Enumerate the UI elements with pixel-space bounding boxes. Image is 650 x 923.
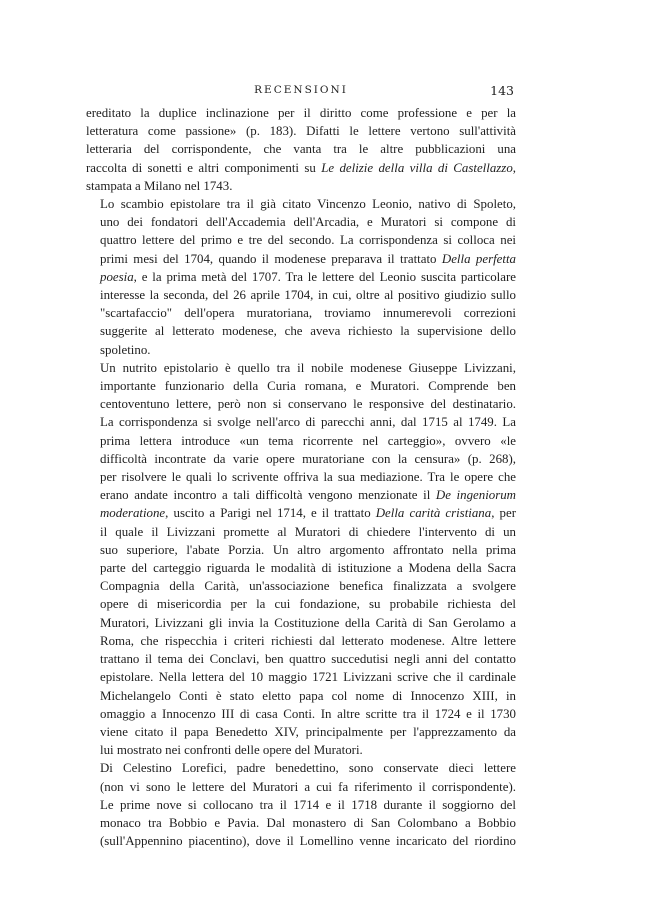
text-run: trattano il tema dei Conclavi, ben quattro succedutisi negli anni del contatto	[100, 652, 516, 667]
text-line	[86, 468, 516, 486]
text-run: prima lettera introduce «un tema ricorrente nel carteggio», ovvero «le	[100, 433, 516, 448]
text-run: (sull'Appennino piacentino), dove il Lomellino venne incaricato del riordino	[100, 834, 516, 849]
text-line	[86, 341, 516, 359]
text-run: letteratura come passione» (p. 183). Difatti le lettere vertono sull'attività	[86, 124, 516, 139]
text-line	[86, 759, 516, 777]
text-run: omaggio a Innocenzo III di casa Conti. In altre scritte tra il 1724 e il 1730	[100, 706, 516, 721]
text-run: interesse la seconda, del 26 aprile 1704, in cui, oltre al positivo giudizio sullo	[100, 288, 516, 303]
text-line	[86, 741, 516, 759]
text-run: Le prime nove si collocano tra il 1714 e il 1718 durante il soggiorno del	[100, 797, 516, 812]
text-run: suggerite al letterato modenese, che aveva richiesto la supervisione dello	[100, 324, 516, 339]
text-run: monaco tra Bobbio e Pavia. Dal monastero di San Colombano a Bobbio	[100, 815, 516, 830]
text-run: Michelangelo Conti è stato eletto papa col nome di Innocenzo XIII, in	[100, 688, 516, 703]
text-run: per risolvere le quali lo scrivente offriva la sua mediazione. Tra le opere che	[100, 470, 516, 485]
text-line	[86, 668, 516, 686]
text-line	[86, 559, 516, 577]
body-text	[86, 104, 516, 850]
text-line	[86, 632, 516, 650]
text-line	[86, 595, 516, 613]
text-run: Muratori, Livizzani gli invia la Costituzione della Carità di San Gerolamo a	[100, 615, 516, 630]
text-line	[86, 832, 516, 850]
text-line	[86, 450, 516, 468]
text-line	[86, 814, 516, 832]
text-line	[86, 523, 516, 541]
text-line	[86, 723, 516, 741]
text-run: (non vi sono le lettere del Muratori a cui fa riferimento il corrispondente).	[100, 779, 516, 794]
text-run: Compagnia della Carità, un'associazione benefica finalizzata a svolgere	[100, 579, 516, 594]
text-run: opere di misericordia per la cui fondazione, su probabile richiesta del	[100, 597, 516, 612]
text-line	[86, 614, 516, 632]
text-run: , e la prima metà del 1707. Tra le lettere del Leonio suscita particolare	[133, 269, 516, 284]
text-run: viene citato il papa Benedetto XIV, principalmente per l'apprezzamento da	[100, 724, 516, 739]
text-run: , per	[491, 506, 516, 521]
text-run: Roma, che rispecchia i criteri richiesti dal letterato modenese. Altre lettere	[100, 633, 516, 648]
text-run: De ingeniorum	[435, 488, 516, 503]
text-line	[86, 304, 516, 322]
text-line	[86, 322, 516, 340]
text-line	[86, 177, 516, 195]
text-line	[86, 140, 516, 158]
text-run: epistolare. Nella lettera del 10 maggio 1721 Livizzani scrive che il cardinale	[100, 670, 516, 685]
text-line	[86, 504, 516, 522]
text-line	[86, 705, 516, 723]
text-run: Di Celestino Lorefici, padre benedettino, sono conservate dieci lettere	[100, 761, 516, 776]
text-run: quattro lettere del primo e tre del secondo. La corrispondenza si colloca nei	[100, 233, 516, 248]
text-line	[86, 268, 516, 286]
text-run: La corrispondenza si svolge nell'arco di parecchi anni, dal 1715 al 1749. La	[100, 415, 516, 430]
page-number: 143	[490, 83, 514, 98]
text-run: suo superiore, l'abate Porzia. Un altro argomento affrontato nella prima	[100, 542, 516, 557]
text-line	[86, 231, 516, 249]
text-run: erano andate incontro a tali difficoltà vengono menzionate il	[100, 488, 436, 503]
text-line	[86, 195, 516, 213]
text-run: centoventuno lettere, però non si conservano le responsive del destinatario.	[100, 397, 516, 412]
text-line	[86, 395, 516, 413]
text-line	[86, 159, 516, 177]
text-run: "scartafaccio" dell'opera muratoriana, troviamo innumerevoli correzioni	[100, 306, 516, 321]
text-line	[86, 286, 516, 304]
text-run: Della perfetta	[441, 251, 516, 266]
running-title: RECENSIONI	[254, 84, 348, 96]
text-line	[86, 377, 516, 395]
text-run: spoletino.	[100, 342, 151, 357]
text-run: , uscito a Parigi nel 1714, e il trattato	[165, 506, 376, 521]
text-run: stampata a Milano nel 1743.	[86, 178, 233, 193]
text-line	[86, 486, 516, 504]
text-line	[86, 687, 516, 705]
text-run: ereditato la duplice inclinazione per il diritto come professione e per la	[86, 106, 516, 120]
text-run: Della carità cristiana	[375, 506, 492, 521]
text-run: Un nutrito epistolario è quello tra il nobile modenese Giuseppe Livizzani,	[100, 360, 516, 375]
text-run: parte del carteggio riguarda le modalità di istituzione a Modena della Sacra	[100, 561, 516, 576]
text-run: moderatione	[100, 506, 166, 521]
text-run: uno dei fondatori dell'Accademia dell'Arcadia, e Muratori si compone di	[100, 215, 516, 230]
text-run: ,	[512, 160, 516, 175]
text-line	[86, 359, 516, 377]
text-run: Le delizie della villa di Castellazzo	[321, 160, 513, 175]
text-line	[86, 250, 516, 268]
running-header	[86, 84, 516, 102]
text-line	[86, 577, 516, 595]
text-line	[86, 778, 516, 796]
text-run: poesia	[100, 269, 134, 284]
text-line	[86, 104, 516, 122]
paragraph	[86, 759, 516, 850]
paragraph	[86, 359, 516, 759]
text-line	[86, 541, 516, 559]
text-run: lui mostrato nei confronti delle opere del Muratori.	[100, 743, 363, 758]
text-line	[86, 213, 516, 231]
text-line	[86, 413, 516, 431]
text-run: letteraria del corrispondente, che vanta tra le altre pubblicazioni una	[86, 142, 516, 157]
paragraph	[86, 195, 516, 359]
text-line	[86, 796, 516, 814]
text-line	[86, 122, 516, 140]
text-line	[86, 432, 516, 450]
text-run: raccolta di sonetti e altri componimenti su	[86, 160, 322, 175]
text-run: difficoltà incontrate da varie opere muratoriane con la censura» (p. 268),	[100, 451, 516, 466]
text-run: primi mesi del 1704, quando il modenese preparava il trattato	[100, 251, 442, 266]
text-run: Lo scambio epistolare tra il già citato Vincenzo Leonio, nativo di Spoleto,	[100, 197, 516, 212]
paragraph	[86, 104, 516, 195]
text-line	[86, 650, 516, 668]
text-run: il quale il Livizzani promette al Muratori di chiedere l'intervento di un	[100, 524, 516, 539]
text-run: importante funzionario della Curia romana, e Muratori. Comprende ben	[100, 379, 516, 394]
